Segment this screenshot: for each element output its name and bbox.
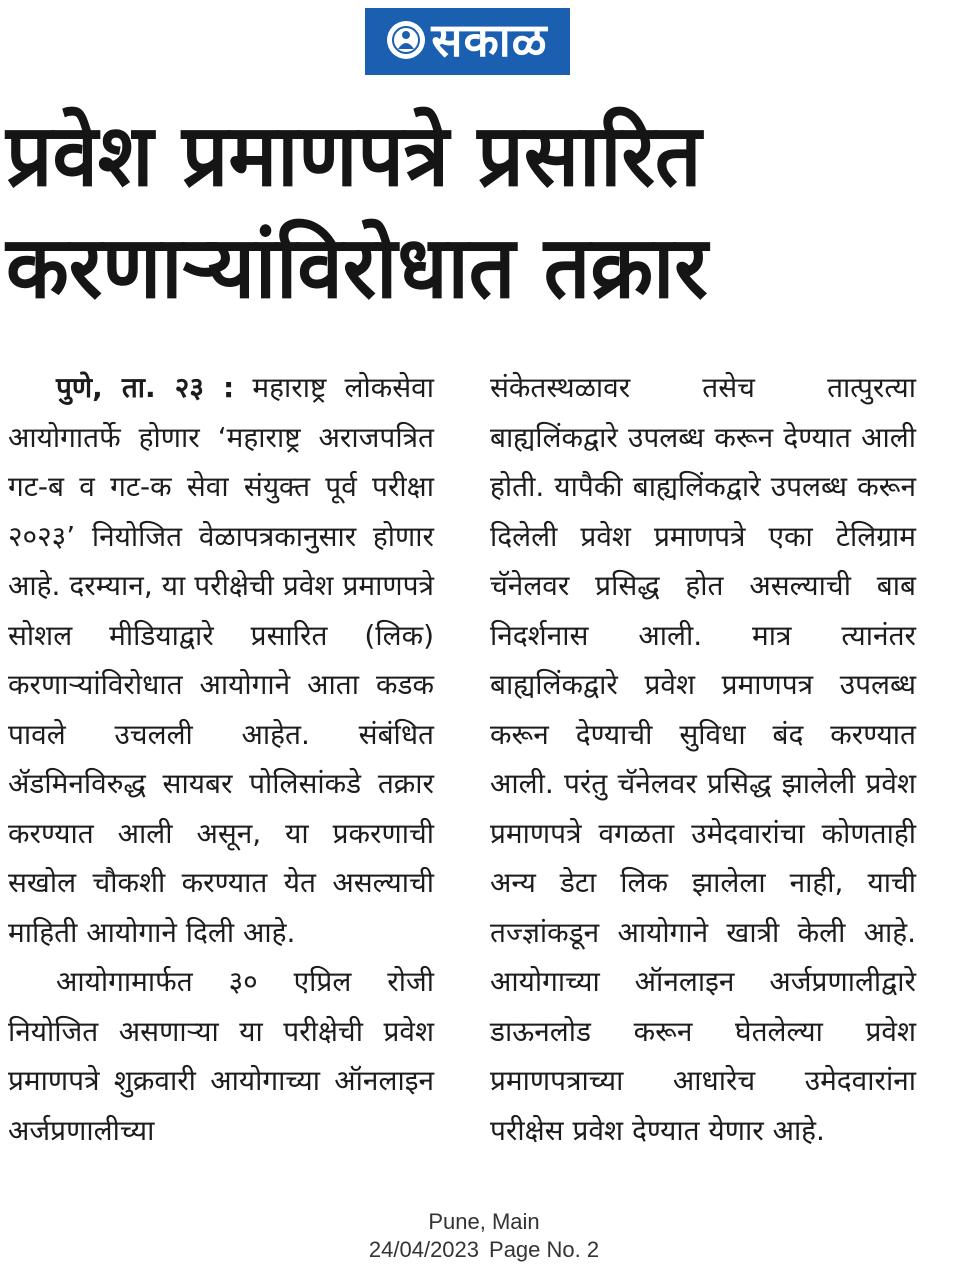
- footer-date: 24/04/2023: [368, 1237, 480, 1262]
- article-column-right: [490, 363, 916, 1155]
- masthead-title: सकाळ: [431, 12, 548, 67]
- footer-edition: Pune, Main: [428, 1209, 540, 1234]
- article-paragraph-1: [8, 363, 434, 957]
- headline-line-1: प्रवेश प्रमाणपत्रे प्रसारित: [6, 106, 702, 206]
- article-paragraph-2: आयोगामार्फत ३० एप्रिल रोजी नियोजित असणाऱ्या या परीक्षेची प्रवेश प्रमाणपत्रे शुक्रवारी आयोगाच्या ऑनलाइन अर्जप्रणालीच्या: [8, 965, 434, 1147]
- sakal-emblem-icon: [387, 21, 425, 59]
- headline-line-2: करणाऱ्यांविरोधात तक्रार: [6, 218, 708, 318]
- article-paragraph-1-text: महाराष्ट्र लोकसेवा आयोगातर्फे होणार ‘महाराष्ट्र अराजपत्रित गट-ब व गट-क सेवा संयुक्त पूर्व परीक्षा २०२३’ नियोजित वेळापत्रकानुसार होणार आहे. दरम्यान, या परीक्षेची प्रवेश प्रमाणपत्रे सोशल मीडियाद्वारे प्रसारित (लिक) करणाऱ्यांविरोधात आयोगाने आता कडक पावले उचलली आहेत. संबंधित ॲडमिनविरुद्ध सायबर पोलिसांकडे तक्रार करण्यात आली असून, या प्रकरणाची सखोल चौकशी करण्यात येत असल्याची माहिती आयोगाने दिली आहे.: [8, 371, 434, 949]
- footer-page-number: Page No. 2: [489, 1237, 600, 1262]
- column-divider: [459, 365, 460, 1195]
- article-column-left: [8, 363, 434, 1155]
- masthead-logo: [365, 8, 570, 75]
- article-paragraph-3: संकेतस्थळावर तसेच तात्पुरत्या बाह्यलिंकद्वारे उपलब्ध करून देण्यात आली होती. यापैकी बाह्यलिंकद्वारे उपलब्ध करून दिलेली प्रवेश प्रमाणपत्रे एका टेलिग्राम चॅनेलवर प्रसिद्ध होत असल्याची बाब निदर्शनास आली. मात्र त्यानंतर बाह्यलिंकद्वारे प्रवेश प्रमाणपत्र उपलब्ध करून देण्याची सुविधा बंद करण्यात आली. परंतु चॅनेलवर प्रसिद्ध झालेली प्रवेश प्रमाणपत्रे वगळता उमेदवारांचा कोणताही अन्य डेटा लिक झालेला नाही, याची तज्ज्ञांकडून आयोगाने खात्री केली आहे. आयोगाच्या ऑनलाइन अर्जप्रणालीद्वारे डाऊनलोड करून घेतलेल्या प्रवेश प्रमाणपत्राच्या आधारेच उमेदवारांना परीक्षेस प्रवेश देण्यात येणार आहे.: [490, 371, 916, 1147]
- article-dateline: पुणे, ता. २३ :: [56, 371, 235, 404]
- footer-date-page: [0, 1236, 968, 1264]
- article-headline: [6, 100, 880, 324]
- clipping-footer: [0, 1208, 968, 1264]
